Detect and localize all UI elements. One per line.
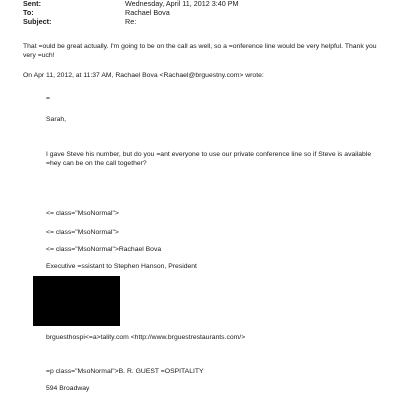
sent-label: Sent: xyxy=(23,0,41,8)
company-line: =p class="MsoNormal">B. R. GUEST =OSPITALITY xyxy=(46,368,204,375)
greeting: Sarah, xyxy=(46,116,67,123)
reply-line-1: That =ould be great actually. I'm going to be on the call as well, so a =onference line would be very helpful. Thank you xyxy=(23,43,377,50)
reply-line-2: very =uch! xyxy=(23,52,55,59)
subject-label: Subject: xyxy=(23,17,52,26)
redaction-block xyxy=(33,276,120,326)
subject-value: Re: xyxy=(125,17,137,26)
address-line: 594 Broadway xyxy=(46,385,90,392)
sent-value: Wednesday, April 11, 2012 3:40 PM xyxy=(125,0,239,8)
mso-line-3: <= class="MsoNormal">Rachael Bova xyxy=(46,246,162,253)
equals-mark: = xyxy=(46,95,50,102)
message-line-2: =hey can be on the call together? xyxy=(46,160,147,167)
to-label: To: xyxy=(23,8,34,17)
quote-intro: On Apr 11, 2012, at 11:37 AM, Rachael Bova <Rachael@brguestny.com> wrote: xyxy=(23,72,264,79)
mso-line-2: <= class="MsoNormal"> xyxy=(46,229,119,236)
website-line: brguesthospi<=a>tality.com <http://www.brguestrestaurants.com/> xyxy=(46,334,246,341)
to-value: Rachael Bova xyxy=(125,8,170,17)
mso-line-1: <= class="MsoNormal"> xyxy=(46,210,119,217)
message-line-1: I gave Steve his number, but do you =ant everyone to use our private conference line so if Steve is available xyxy=(46,151,372,158)
signature-title: Executive =ssistant to Stephen Hanson, President xyxy=(46,263,197,270)
